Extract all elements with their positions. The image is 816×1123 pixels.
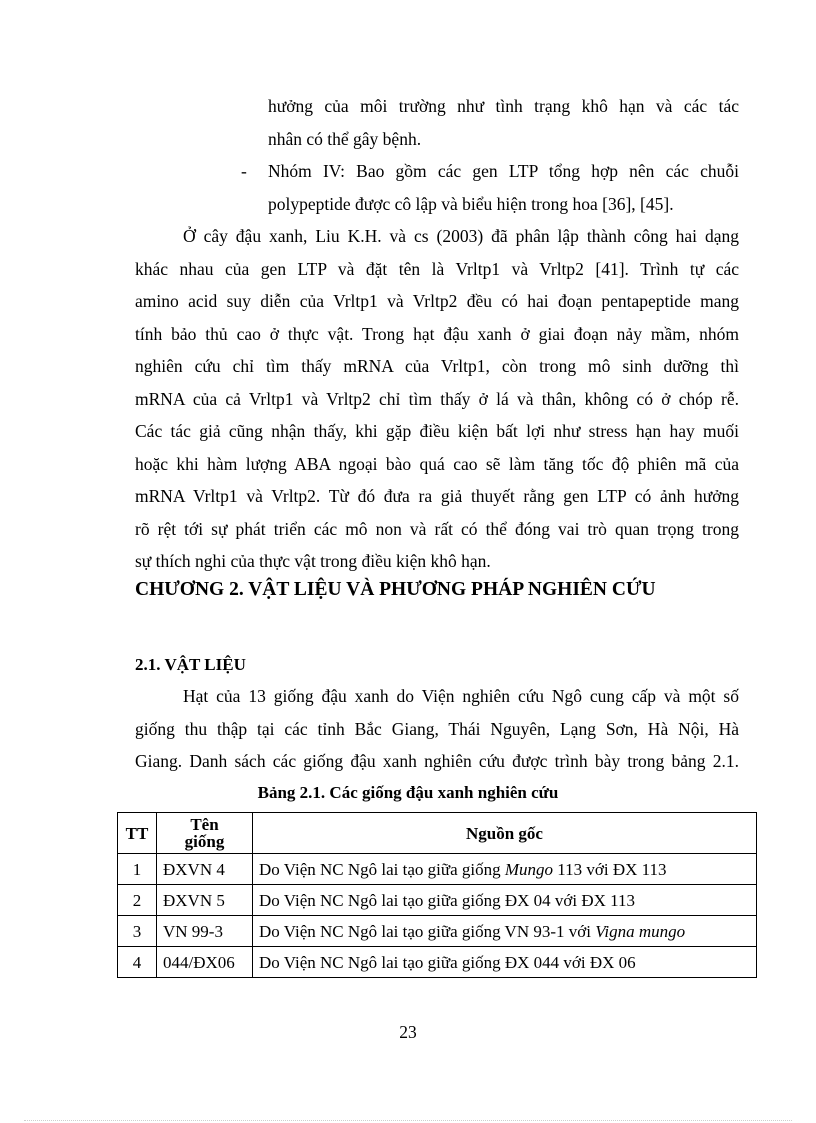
header-nguon-goc: Nguồn gốc [253,813,757,854]
cell-nguon-text: Do Viện NC Ngô lai tạo giữa giống ĐX 04 với ĐX 113 [259,890,636,910]
paragraph-line: tính bảo thủ cao ở thực vật. Trong hạt đậu xanh ở giai đoạn nảy mầm, nhóm [135,324,739,344]
bullet-line: Nhóm IV: Bao gồm các gen LTP tổng hợp nên các chuỗi [268,161,739,181]
cell-nguon-text: Do Viện NC Ngô lai tạo giữa giống [259,859,505,879]
paragraph-line: sự thích nghi của thực vật trong điều kiện khô hạn. [135,551,491,571]
page-number: 23 [399,1022,417,1042]
header-ten-line1: Tên [190,815,219,834]
paragraph-line: hoặc khi hàm lượng ABA ngoại bào quá cao sẽ làm tăng tốc độ phiên mã của [135,454,739,474]
cell-tt: 1 [118,854,157,885]
cell-nguon-italic: Vigna mungo [595,921,686,941]
table-row [118,947,757,978]
paragraph-line: Ở cây đậu xanh, Liu K.H. và cs (2003) đã phân lập thành công hai dạng [183,226,739,246]
list-item-continued-line: hưởng của môi trường như tình trạng khô hạn và các tác [268,96,739,116]
table-header-row [118,813,757,854]
paragraph-line: amino acid suy diễn của Vrltp1 và Vrltp2 đều có hai đoạn pentapeptide mang [135,291,739,311]
paragraph-line: mRNA của cả Vrltp1 và Vrltp2 chỉ tìm thấy ở lá và thân, không có ở chóp rễ. [135,389,739,409]
paragraph-line: Giang. Danh sách các giống đậu xanh nghiên cứu được trình bày trong bảng 2.1. [135,751,739,771]
table-row [118,916,757,947]
table-row [118,885,757,916]
list-item-continued-line: nhân có thể gây bệnh. [268,129,422,149]
paragraph-line: Hạt của 13 giống đậu xanh do Viện nghiên cứu Ngô cung cấp và một số [183,686,739,706]
section-title: 2.1. VẬT LIỆU [135,655,246,674]
paragraph-line: Các tác giả cũng nhận thấy, khi gặp điều kiện bất lợi như stress hạn hay muối [135,421,739,441]
page-bottom-divider [24,1120,792,1121]
varieties-table [117,812,757,978]
table-caption: Bảng 2.1. Các giống đậu xanh nghiên cứu [257,783,559,802]
cell-nguon [253,947,757,978]
cell-nguon [253,916,757,947]
cell-tt: 4 [118,947,157,978]
header-ten-giong [157,813,253,854]
paragraph-line: rõ rệt tới sự phát triển các mô non và rất có thể đóng vai trò quan trọng trong [135,519,739,539]
cell-nguon-text: Do Viện NC Ngô lai tạo giữa giống ĐX 044 với ĐX 06 [259,952,636,972]
table-row [118,854,757,885]
paragraph-line: khác nhau của gen LTP và đặt tên là Vrltp1 và Vrltp2 [41]. Trình tự các [135,259,739,279]
header-tt: TT [118,813,157,854]
cell-nguon-text-end: 113 với ĐX 113 [553,859,667,879]
cell-nguon [253,885,757,916]
paragraph-line: nghiên cứu chỉ tìm thấy mRNA của Vrltp1, còn trong mô sinh dưỡng thì [135,356,739,376]
cell-tt: 3 [118,916,157,947]
cell-nguon [253,854,757,885]
bullet-line: polypeptide được cô lập và biểu hiện trong hoa [36], [45]. [268,194,674,214]
bullet-dash: - [241,161,247,181]
chapter-title: CHƯƠNG 2. VẬT LIỆU VÀ PHƯƠNG PHÁP NGHIÊN CỨU [135,579,656,600]
cell-ten: ĐXVN 5 [157,885,253,916]
cell-tt: 2 [118,885,157,916]
header-ten-line2: giống [184,832,225,851]
cell-ten: ĐXVN 4 [157,854,253,885]
cell-nguon-italic: Mungo [504,859,554,879]
cell-ten: VN 99-3 [157,916,253,947]
paragraph-line: giống thu thập tại các tỉnh Bắc Giang, Thái Nguyên, Lạng Sơn, Hà Nội, Hà [135,719,739,739]
cell-ten: 044/ĐX06 [157,947,253,978]
cell-nguon-text: Do Viện NC Ngô lai tạo giữa giống VN 93-1 với [259,921,596,941]
paragraph-line: mRNA Vrltp1 và Vrltp2. Từ đó đưa ra giả thuyết rằng gen LTP có ảnh hưởng [135,486,739,506]
